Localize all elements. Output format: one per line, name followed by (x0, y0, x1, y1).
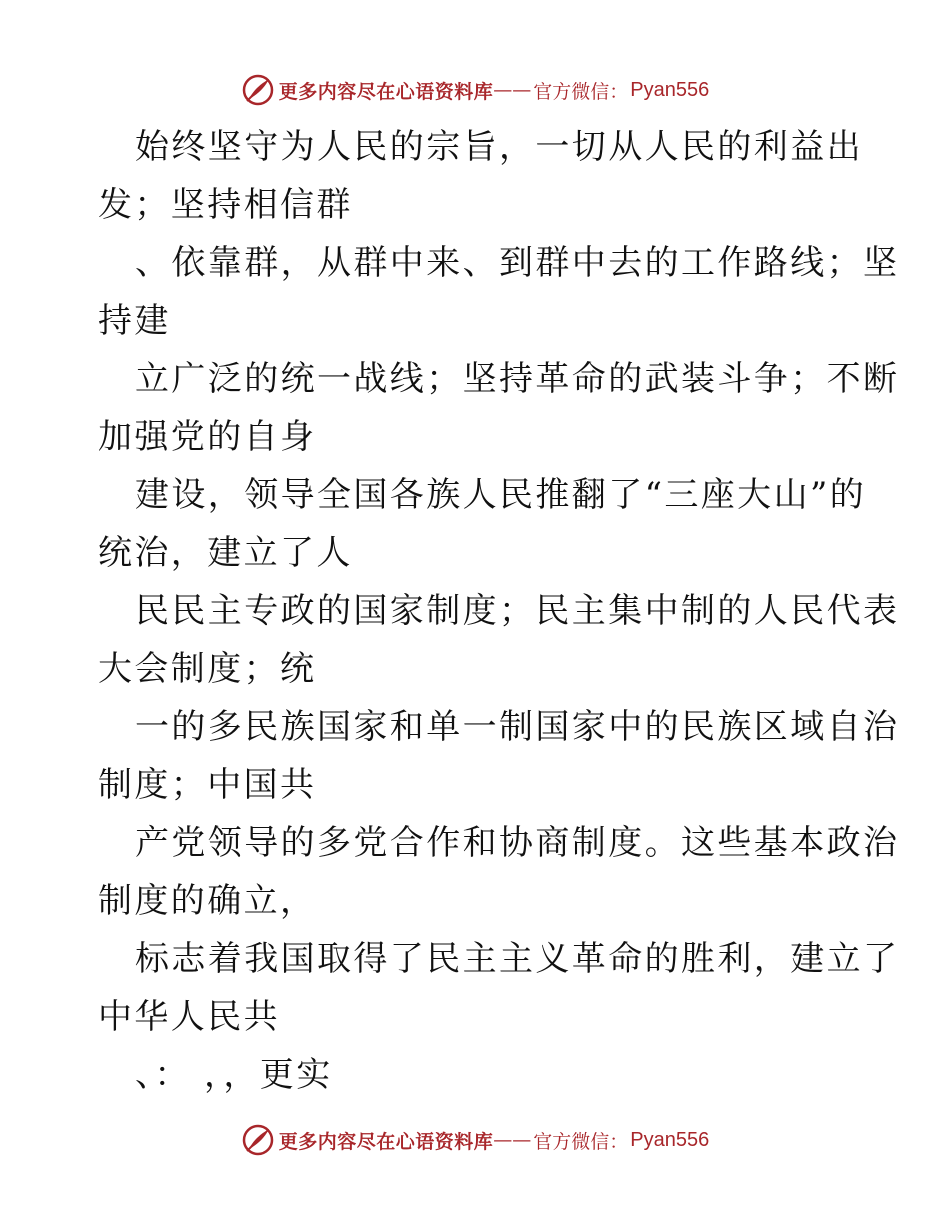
text-line: 中华人民共 (98, 997, 280, 1037)
banner-dash: —— (493, 1129, 532, 1151)
text-line: 发；坚持相信群 (98, 185, 353, 225)
text-line: 立广泛的统一战线；坚持革命的武装斗争；不断 (135, 359, 900, 399)
banner-wechat-id: Pyan556 (630, 1128, 710, 1151)
text-line: 、： ，，更实 (135, 1055, 333, 1095)
banner-dash: —— (493, 79, 532, 101)
text-line: 大会制度；统 (98, 649, 317, 689)
text-line: 统治，建立了人 (98, 533, 353, 573)
text-line: 建设，领导全国各族人民推翻了“三座大山”的 (135, 475, 867, 515)
text-line: 、依靠群，从群中来、到群中去的工作路线；坚 (135, 243, 900, 283)
text-line: 一的多民族国家和单一制国家中的民族区域自治 (135, 707, 900, 747)
banner-wechat-label: 官方微信： (533, 1130, 629, 1153)
banner-text: 更多内容尽在心语资料库 (278, 80, 494, 103)
footer-banner (0, 1120, 950, 1160)
quill-logo-icon (241, 1123, 275, 1157)
text-line: 始终坚守为人民的宗旨，一切从人民的利益出 (135, 127, 863, 167)
text-line: 制度的确立， (98, 881, 317, 921)
text-line: 加强党的自身 (98, 417, 317, 457)
header-banner (0, 70, 950, 110)
text-line: 标志着我国取得了民主主义革命的胜利，建立了 (135, 939, 900, 979)
text-line: 民民主专政的国家制度；民主集中制的人民代表 (135, 591, 900, 631)
banner-text: 更多内容尽在心语资料库 (278, 1130, 494, 1153)
banner-wechat-id: Pyan556 (630, 78, 710, 101)
text-line: 产党领导的多党合作和协商制度。这些基本政治 (135, 823, 900, 863)
text-line: 持建 (98, 301, 171, 341)
banner-wechat-label: 官方微信： (533, 80, 629, 103)
text-line: 制度；中国共 (98, 765, 317, 805)
quill-logo-icon (241, 73, 275, 107)
